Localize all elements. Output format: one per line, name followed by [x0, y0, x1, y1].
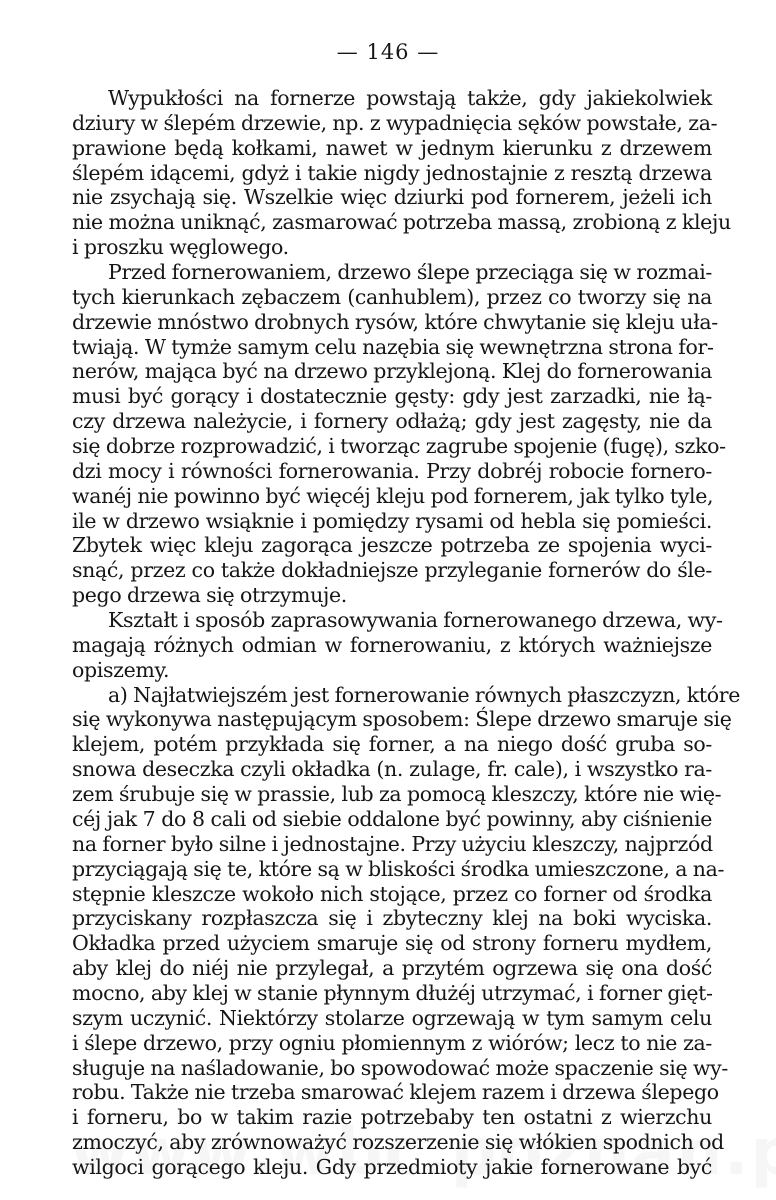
text-line: ślepém idącemi, gdyż i takie nigdy jednostajnie z resztą drzewa: [72, 160, 712, 185]
text-line: a) Najłatwiejszém jest fornerowanie równych płaszczyzn, które: [108, 682, 740, 707]
text-line: i ślepe drzewo, przy ogniu płomiennym z wiórów; lecz to nie za-: [72, 1030, 712, 1055]
text-line: nie zsychają się. Wszelkie więc dziurki pod fornerem, jeżeli ich: [72, 185, 712, 210]
text-line: czy drzewa należycie, i fornery odłażą; gdy jest zagęsty, nie da: [72, 409, 712, 434]
body-text: [72, 86, 740, 1180]
text-line: drzewie mnóstwo drobnych rysów, które chwytanie się kleju uła-: [72, 309, 718, 334]
text-line: snowa deseczka czyli okładka (n. zulage, fr. cale), i wszystko ra-: [72, 757, 712, 782]
text-line: musi być gorący i dostatecznie gęsty: gdy jest zarzadki, nie łą-: [72, 384, 712, 409]
text-line: aby klej do niéj nie przylegał, a przytém ogrzewa się ona dość: [72, 956, 712, 981]
text-line: pego drzewa się otrzymuje.: [72, 583, 347, 608]
text-line: Przed fornerowaniem, drzewo ślepe przeciąga się w rozmai-: [108, 260, 712, 285]
text-line: zmoczyć, aby zrównoważyć rozszerzenie się włókien spodnich od: [72, 1130, 724, 1155]
text-line: zem śrubuje się w prassie, lub za pomocą kleszczy, które nie wię-: [72, 782, 722, 807]
text-line: magają różnych odmian w fornerowaniu, z których ważniejsze: [72, 632, 712, 657]
text-line: wilgoci gorącego kleju. Gdy przedmioty jakie fornerowane być: [72, 1154, 712, 1179]
text-line: prawione będą kołkami, nawet w jednym kierunku z drzewem: [72, 135, 712, 160]
text-line: opiszemy.: [72, 657, 170, 682]
text-line: Okładka przed użyciem smaruje się od strony forneru mydłem,: [72, 931, 712, 956]
text-line: klejem, potém przykłada się forner, a na niego dość gruba so-: [72, 732, 712, 757]
text-line: Zbytek więc kleju zagorąca jeszcze potrzeba ze spojenia wyci-: [72, 533, 712, 558]
text-line: i proszku węglowego.: [72, 235, 289, 260]
text-line: mocno, aby klej w stanie płynnym dłużéj utrzymać, i forner gięt-: [72, 980, 713, 1005]
text-line: stępnie kleszcze wokoło nich stojące, przez co forner od środka: [72, 881, 712, 906]
text-line: na forner było silne i jednostajne. Przy użyciu kleszczy, najprzód: [72, 831, 713, 856]
text-line: Kształt i sposób zaprasowywania fornerowanego drzewa, wy-: [108, 608, 723, 633]
page-number: — 146 —: [336, 40, 440, 64]
text-line: twiają. W tymże samym celu nazębia się wewnętrzna strona for-: [72, 334, 714, 359]
text-line: Wypukłości na fornerze powstają także, gdy jakiekolwiek: [108, 86, 712, 110]
text-line: robu. Także nie trzeba smarować klejem razem i drzewa ślepego: [72, 1080, 719, 1105]
text-line: tych kierunkach zębaczem (canhublem), przez co tworzy się na: [72, 284, 712, 309]
text-line: wanéj nie powinno być więcéj kleju pod fornerem, jak tylko tyle,: [72, 483, 714, 508]
text-line: dziury w ślepém drzewie, np. z wypadnięcia sęków powstałe, za-: [72, 110, 718, 135]
text-line: przyciskany rozpłaszcza się i zbyteczny klej na boki wyciska.: [72, 906, 712, 931]
text-line: przyciągają się te, które są w bliskości środka umieszczone, a na-: [72, 856, 725, 881]
text-line: sługuje na naśladowanie, bo spowodować może spaczenie się wy-: [72, 1055, 728, 1080]
text-line: céj jak 7 do 8 cali od siebie oddalone być powinny, aby ciśnienie: [72, 806, 712, 831]
text-line: nie można uniknąć, zasmarować potrzeba massą, zrobioną z kleju: [72, 210, 731, 235]
text-line: się dobrze rozprowadzić, i tworząc zagrube spojenie (fugę), szko-: [72, 434, 726, 459]
text-line: nerów, mająca być na drzewo przyklejoną. Klej do fornerowania: [72, 359, 712, 384]
text-line: snąć, przez co także dokładniejsze przyleganie fornerów do śle-: [72, 558, 712, 583]
text-line: się wykonywa następującym sposobem: Ślepe drzewo smaruje się: [72, 707, 732, 732]
text-line: szym uczynić. Niektórzy stolarze ogrzewają w tym samym celu: [72, 1005, 712, 1030]
text-line: dzi mocy i równości fornerowania. Przy dobréj robocie fornero-: [72, 458, 712, 483]
text-line: i forneru, bo w takim razie potrzebaby ten ostatni z wierzchu: [72, 1105, 712, 1130]
text-line: ile w drzewo wsiąknie i pomiędzy rysami od hebla się pomieści.: [72, 508, 712, 533]
